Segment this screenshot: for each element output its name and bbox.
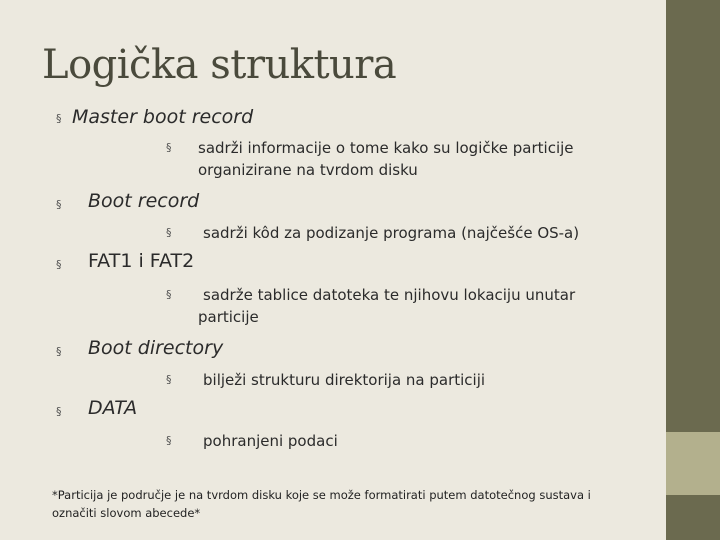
page-title: Logička struktura <box>42 42 397 88</box>
sub-bullet-icon: § <box>166 434 172 447</box>
sub-item-master-boot-record: sadrži informacije o tome kako su logičke particije organizirane na tvrdom disku <box>198 139 574 179</box>
sub-bullet-icon: § <box>166 373 172 386</box>
sidebar-bottom-block <box>666 497 720 540</box>
bullet-icon: § <box>56 345 62 358</box>
list-item-boot-record: Boot record <box>88 190 200 212</box>
sub-bullet-icon: § <box>166 141 172 154</box>
list-item-master-boot-record: Master boot record <box>72 106 254 128</box>
sidebar-dark-block <box>666 0 720 432</box>
list-item-boot-directory: Boot directory <box>88 337 224 359</box>
list-item-fat: FAT1 i FAT2 <box>88 250 195 272</box>
bullet-icon: § <box>56 258 62 271</box>
sub-item-fat: sadrže tablice datoteka te njihovu lokaciju unutar particije <box>198 286 576 326</box>
sidebar-light-block <box>666 432 720 495</box>
list-item-data: DATA <box>88 397 138 419</box>
bullet-icon: § <box>56 112 62 125</box>
sub-bullet-icon: § <box>166 226 172 239</box>
sub-item-data: pohranjeni podaci <box>203 432 338 450</box>
sub-item-boot-record: sadrži kôd za podizanje programa (najčešće OS-a) <box>203 224 580 242</box>
sub-item-boot-directory: bilježi strukturu direktorija na particiji <box>203 371 486 389</box>
sidebar <box>666 0 720 540</box>
sub-bullet-icon: § <box>166 288 172 301</box>
footnote: *Particija je područje je na tvrdom disku koje se može formatirati putem datotečnog sustava i označiti slovom abecede* <box>52 488 591 520</box>
bullet-icon: § <box>56 405 62 418</box>
bullet-icon: § <box>56 198 62 211</box>
